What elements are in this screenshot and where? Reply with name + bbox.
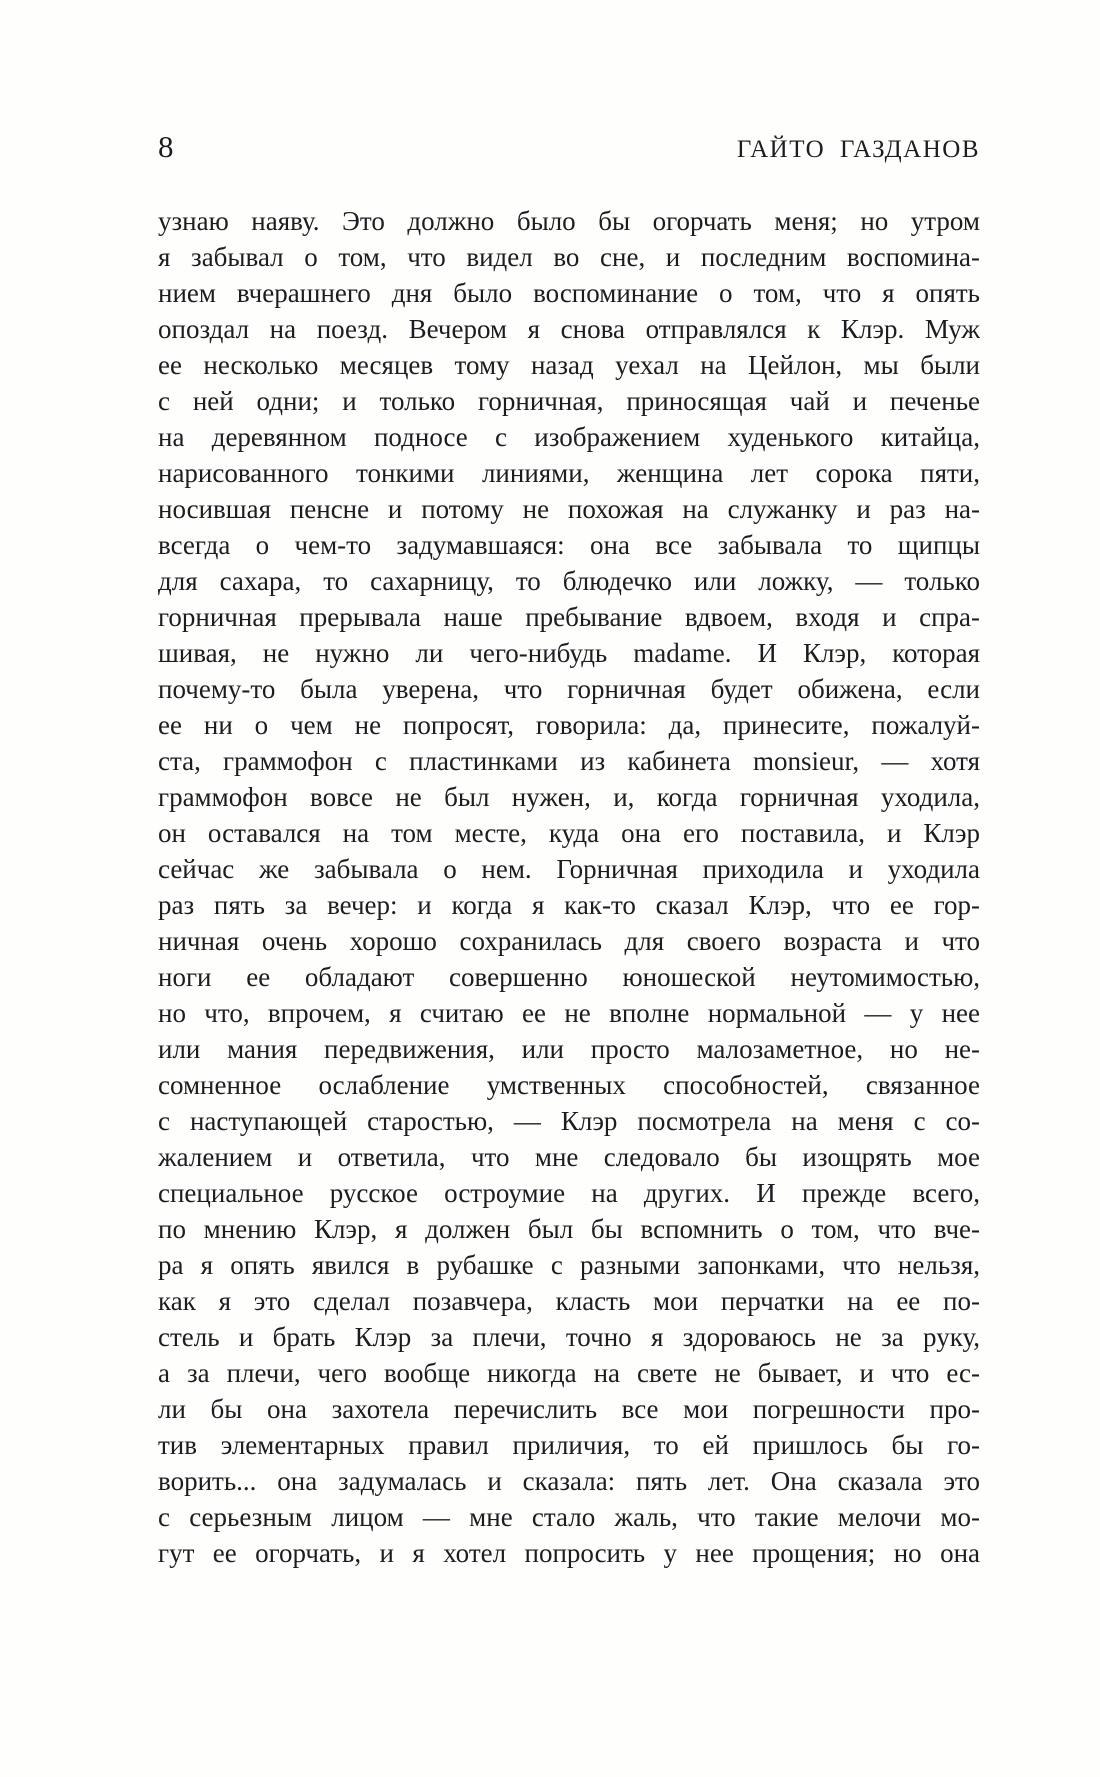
text-line: он оставался на том месте, куда она его поставила, и Клэр (158, 818, 980, 848)
text-line: ничная очень хорошо сохранилась для своего возраста и что (158, 926, 980, 956)
text-line: но что, впрочем, я считаю ее не вполне нормальной — у нее (158, 998, 980, 1028)
text-line: сомненное ослабление умственных способностей, связанное (158, 1070, 980, 1100)
text-line: тив элементарных правил приличия, то ей пришлось бы го- (158, 1430, 980, 1460)
page-number: 8 (158, 129, 174, 164)
text-line: почему-то была уверена, что горничная будет обижена, если (158, 674, 980, 704)
text-line: ее несколько месяцев тому назад уехал на Цейлон, мы были (158, 350, 980, 380)
text-line: с ней одни; и только горничная, приносящая чай и печенье (158, 386, 980, 416)
text-line: граммофон вовсе не был нужен, и, когда горничная уходила, (158, 782, 980, 812)
text-line: а за плечи, чего вообще никогда на свете не бывает, и что ес- (158, 1358, 980, 1388)
text-line: на деревянном подносе с изображением худенького китайца, (158, 422, 980, 452)
text-line: ноги ее обладают совершенно юношеской неутомимостью, (158, 962, 980, 992)
text-line: всегда о чем-то задумавшаяся: она все забывала то щипцы (158, 530, 980, 560)
text-line: узнаю наяву. Это должно было бы огорчать меня; но утром (158, 206, 980, 236)
text-line: по мнению Клэр, я должен был бы вспомнить о том, что вче- (158, 1214, 980, 1244)
text-line: гут ее огорчать, и я хотел попросить у нее прощения; но она (158, 1538, 980, 1568)
text-line: ворить... она задумалась и сказала: пять лет. Она сказала это (158, 1466, 980, 1496)
running-head-author: ГАЙТО ГАЗДАНОВ (736, 136, 980, 163)
text-line: ее ни о чем не попросят, говорила: да, принесите, пожалуй- (158, 710, 980, 740)
running-header (158, 131, 980, 166)
text-line: как я это сделал позавчера, класть мои перчатки на ее по- (158, 1286, 980, 1316)
text-line: или мания передвижения, или просто малозаметное, но не- (158, 1034, 980, 1064)
text-line: с наступающей старостью, — Клэр посмотрела на меня с со- (158, 1106, 980, 1136)
text-line: сейчас же забывала о нем. Горничная приходила и уходила (158, 854, 980, 884)
text-line: для сахара, то сахарницу, то блюдечко или ложку, — только (158, 566, 980, 596)
text-line: горничная прерывала наше пребывание вдвоем, входя и спра- (158, 602, 980, 632)
text-line: опоздал на поезд. Вечером я снова отправлялся к Клэр. Муж (158, 314, 980, 344)
text-line: раз пять за вечер: и когда я как-то сказал Клэр, что ее гор- (158, 890, 980, 920)
text-line: ли бы она захотела перечислить все мои погрешности про- (158, 1394, 980, 1424)
text-line: я забывал о том, что видел во сне, и последним воспомина- (158, 242, 980, 272)
text-line: шивая, не нужно ли чего-нибудь madame. И Клэр, которая (158, 638, 980, 668)
body-text (158, 203, 980, 1571)
text-line: нием вчерашнего дня было воспоминание о том, что я опять (158, 278, 980, 308)
text-line: ра я опять явился в рубашке с разными запонками, что нельзя, (158, 1250, 980, 1280)
text-line: нарисованного тонкими линиями, женщина лет сорока пяти, (158, 458, 980, 488)
text-line: специальное русское остроумие на других. И прежде всего, (158, 1178, 980, 1208)
text-line: жалением и ответила, что мне следовало бы изощрять мое (158, 1142, 980, 1172)
text-line: стель и брать Клэр за плечи, точно я здороваюсь не за руку, (158, 1322, 980, 1352)
text-line: ста, граммофон с пластинками из кабинета monsieur, — хотя (158, 746, 980, 776)
text-line: носившая пенсне и потому не похожая на служанку и раз на- (158, 494, 980, 524)
text-line: с серьезным лицом — мне стало жаль, что такие мелочи мо- (158, 1502, 980, 1532)
